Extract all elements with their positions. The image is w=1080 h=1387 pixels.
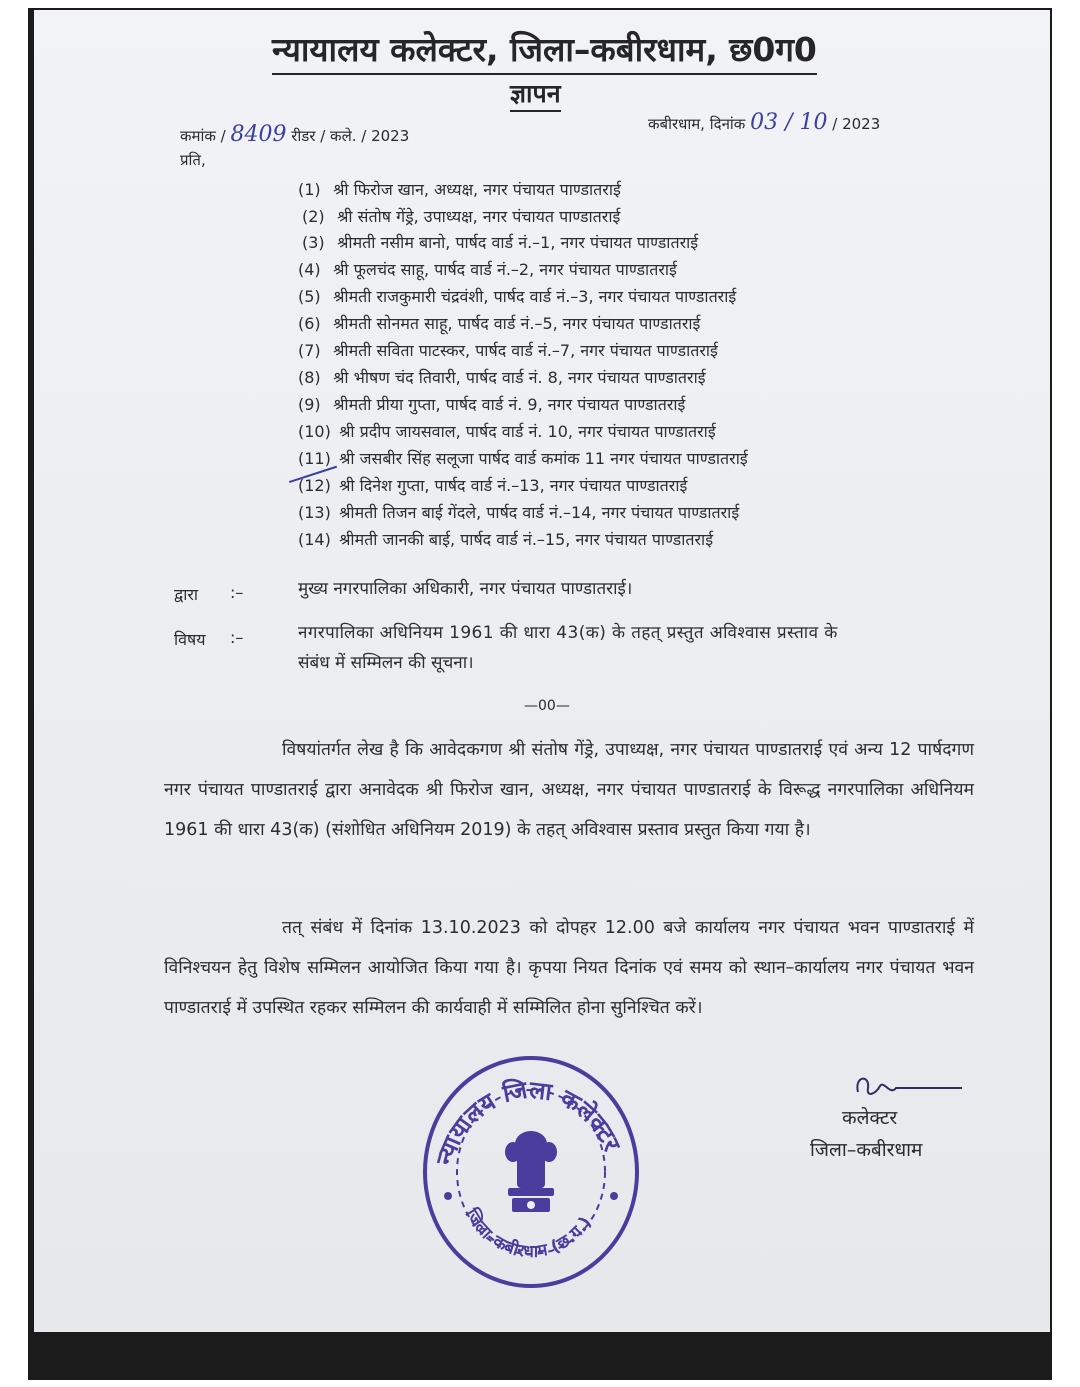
subject-line-2: संबंध में सम्मिलन की सूचना। (298, 653, 474, 673)
reference-line (180, 122, 409, 147)
signatory-district: जिला–कबीरधाम (810, 1139, 923, 1161)
body-paragraph-2: तत् संबंध में दिनांक 13.10.2023 को दोपहर 12.00 बजे कार्यालय नगर पंचायत भवन पाण्डातराई में विनिश्चयन हेतु विशेष सम्मिलन आयोजित किया गया है। कृपया नियत दिनांक एवं समय को स्थान–कार्यालय नगर पंचायत भवन पाण्डातराई में उपस्थित रहकर सम्मिलन की कार्यवाही में सम्मिलित होना सुनिश्चित करें। (164, 918, 974, 1018)
subject-separator: :– (230, 628, 244, 647)
seal-bottom-text: जिला–कबीरधाम (छ.ग.) (460, 1205, 596, 1262)
list-item: (6) श्रीमती सोनमत साहू, पार्षद वार्ड नं.–5, नगर पंचायत पाण्डातराई (298, 314, 701, 333)
list-item: (13) श्रीमती तिजन बाई गेंदले, पार्षद वार्ड नं.–14, नगर पंचायत पाण्डातराई (298, 503, 740, 522)
list-item: (7) श्रीमती सविता पाटस्कर, पार्षद वार्ड नं.–7, नगर पंचायत पाण्डातराई (298, 341, 718, 360)
list-item: (10) श्री प्रदीप जायसवाल, पार्षद वार्ड नं. 10, नगर पंचायत पाण्डातराई (298, 422, 716, 441)
list-item: (14) श्रीमती जानकी बाई, पार्षद वार्ड नं.–15, नगर पंचायत पाण्डातराई (298, 530, 714, 549)
to-label: प्रति, (180, 151, 206, 169)
list-item: (4) श्री फूलचंद साहू, पार्षद वार्ड नं.–2, नगर पंचायत पाण्डातराई (298, 260, 677, 279)
body-paragraph-1: विषयांतर्गत लेख है कि आवेदकगण श्री संतोष गेंड्रे, उपाध्यक्ष, नगर पंचायत पाण्डातराई एवं अन्य 12 पार्षदगण नगर पंचायत पाण्डातराई द्वारा अनावेदक श्री फिरोज खान, अध्यक्ष, नगर पंचायत पाण्डातराई के विरूद्ध नगरपालिका अधिनियम 1961 की धारा 43(क) (संशोधित अधिनियम 2019) के तहत् अविश्वास प्रस्ताव प्रस्तुत किया गया है। (164, 740, 974, 840)
emblem-icon (505, 1131, 557, 1212)
subject-line-1: नगरपालिका अधिनियम 1961 की धारा 43(क) के तहत् प्रस्तुत अविश्वास प्रस्ताव के (298, 623, 838, 643)
reference-suffix: रीडर / कले. / 2023 (291, 127, 410, 145)
official-seal (420, 1048, 642, 1288)
reference-prefix: कमांक / (180, 127, 226, 145)
handwritten-date: 03 / 10 (750, 110, 828, 135)
list-item: (5) श्रीमती राजकुमारी चंद्रवंशी, पार्षद वार्ड नं.–3, नगर पंचायत पाण्डातराई (298, 287, 737, 306)
list-item: (11) श्री जसबीर सिंह सलूजा पार्षद वार्ड कमांक 11 नगर पंचायत पाण्डातराई (298, 449, 748, 468)
place-date (648, 110, 880, 135)
date-year: / 2023 (832, 115, 881, 133)
list-item: (9) श्रीमती प्रीया गुप्ता, पार्षद वार्ड नं. 9, नगर पंचायत पाण्डातराई (298, 395, 686, 414)
handwritten-signature (824, 1070, 964, 1106)
memo-document (34, 10, 1050, 1332)
through-label: द्वारा (174, 585, 199, 604)
list-item: (2) श्री संतोष गेंड्रे, उपाध्यक्ष, नगर पंचायत पाण्डातराई (302, 207, 621, 226)
section-divider: —00— (524, 698, 570, 714)
list-item: (12) श्री दिनेश गुप्ता, पार्षद वार्ड नं.–13, नगर पंचायत पाण्डातराई (298, 476, 688, 495)
seal-top-text: न्यायालय जिला कलेक्टर (430, 1075, 626, 1169)
through-text: मुख्य नगरपालिका अधिकारी, नगर पंचायत पाण्डातराई। (298, 579, 633, 599)
signatory-designation: कलेक्टर (842, 1107, 898, 1129)
through-separator: :– (230, 583, 244, 602)
office-title: न्यायालय कलेक्टर, जिला–कबीरधाम, छ0ग0 (272, 26, 817, 75)
memo-subtitle: ज्ञापन (510, 76, 561, 112)
list-item: (3) श्रीमती नसीम बानो, पार्षद वार्ड नं.–1, नगर पंचायत पाण्डातराई (302, 233, 699, 252)
reference-number: 8409 (230, 122, 287, 147)
list-item: (8) श्री भीषण चंद तिवारी, पार्षद वार्ड नं. 8, नगर पंचायत पाण्डातराई (298, 368, 706, 387)
signature-block (810, 1070, 964, 1161)
list-item: (1) श्री फिरोज खान, अध्यक्ष, नगर पंचायत पाण्डातराई (298, 180, 621, 199)
subject-label: विषय (174, 630, 206, 649)
place-date-prefix: कबीरधाम, दिनांक (648, 115, 746, 133)
